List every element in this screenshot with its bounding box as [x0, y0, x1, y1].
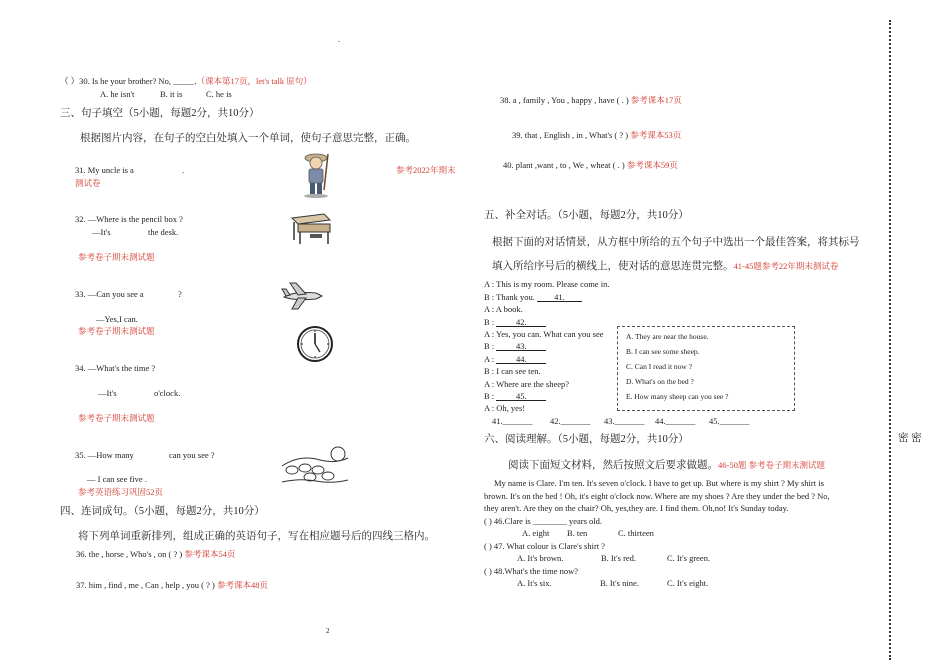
dialog-line-1: A : This is my room. Please come in.: [484, 279, 610, 289]
sec4-instr: 将下列单词重新排列，组成正确的英语句子，写在相应题号后的四线三格内。: [78, 531, 435, 542]
answer-44[interactable]: 44._______: [655, 416, 696, 426]
q35-ref: 参考英语练习巩固52页: [78, 487, 164, 497]
q48-opt-a: A. It's six.: [517, 578, 552, 588]
dialog-line-2-text: B : Thank you.: [484, 292, 535, 302]
q32-line-2a: —It's: [92, 227, 111, 237]
sec5-instr-2: [492, 260, 838, 273]
q30-ref: （课本第17页，let's talk 原句）: [196, 76, 312, 86]
option-a: A. They are near the house.: [626, 332, 709, 341]
sec6-title: 六、阅读理解。（5小题，每题2分，共10分）: [484, 434, 689, 445]
q33-ref: 参考卷子期末测试题: [78, 326, 155, 336]
q34-line-2b: o'clock.: [154, 388, 181, 398]
q30-opt-a: A. he isn't: [100, 89, 135, 99]
blank-41-label: 41.: [554, 292, 565, 302]
q36-text: 36. the , horse , Who's , on ( ? ): [76, 549, 183, 559]
option-e: E. How many sheep can you see ?: [626, 392, 729, 401]
dialog-line-3: A : A book.: [484, 304, 523, 314]
q46-opt-c: C. thirteen: [618, 528, 654, 538]
side-mark: 密 密: [898, 433, 922, 444]
q39: [512, 130, 681, 141]
q46-stem: ( ) 46.Clare is ________ years old.: [484, 516, 603, 526]
q30-stem-text: （ ）30. Is he your brother? No, _____.: [60, 76, 197, 86]
q40-ref: 参考课本59页: [626, 160, 678, 170]
option-c: C. Can I read it now ?: [626, 362, 693, 371]
blank-42[interactable]: [496, 317, 546, 327]
passage-line-1: My name is Clare. I'm ten. It's seven o'clock. I have to get up. But where is my shirt ? My shirt is: [494, 478, 824, 488]
q30-opt-b: B. it is: [160, 89, 183, 99]
q34-line-1: 34. —What's the time ?: [75, 363, 156, 373]
q37-ref: 参考课本48页: [216, 580, 268, 590]
q35-line-2: — I can see five .: [87, 474, 147, 484]
q30-stem: [60, 76, 312, 87]
answer-43[interactable]: 43._______: [604, 416, 645, 426]
q48-stem: ( ) 48.What's the time now?: [484, 566, 579, 576]
q47-opt-c: C. It's green.: [667, 553, 711, 563]
blank-42-label: 42.: [515, 317, 527, 327]
blank-44-label: 44.: [515, 354, 527, 364]
q34-ref: 参考卷子期末测试题: [78, 413, 155, 423]
q39-ref: 参考课本53页: [630, 130, 682, 140]
sec6-ref: 46-50题 参考卷子期末测试题: [718, 460, 825, 470]
sec4-title: 四、连词成句。（5小题，每题2分，共10分）: [60, 506, 265, 517]
farmer-image: [296, 150, 336, 198]
q35-line-1b: can you see ?: [169, 450, 215, 460]
option-b: B. I can see some sheep.: [626, 347, 700, 356]
dialog-line-8: B : I can see ten.: [484, 366, 541, 376]
blank-45[interactable]: [496, 391, 546, 401]
blank-41[interactable]: [537, 292, 582, 302]
q30-opt-c: C. he is: [206, 89, 232, 99]
passage-line-2: brown. It's on the bed ! Oh, it's eight o'clock now. Where are my shoes ? Are they under the bed ? No,: [484, 491, 830, 501]
q31-text: 31. My uncle is a: [75, 165, 134, 175]
blank-43[interactable]: [496, 341, 546, 351]
q36: [76, 549, 235, 560]
q46-opt-a: A. eight: [522, 528, 550, 538]
q31-ref-2: 测试卷: [75, 178, 101, 188]
q40-text: 40. plant ,want , to , We , wheat ( . ): [503, 160, 625, 170]
q37: [76, 580, 268, 591]
q31-dot: .: [182, 165, 185, 175]
clock-image: [296, 325, 334, 363]
dialog-line-6-text: B :: [484, 341, 495, 351]
options-box: [617, 326, 795, 411]
q40: [503, 160, 678, 171]
sec5-instr-1: 根据下面的对话情景，从方框中所给的五个句子中选出一个最佳答案，将其标号: [492, 237, 860, 248]
blank-45-label: 45.: [515, 391, 527, 401]
dialog-line-4: [484, 317, 546, 328]
dialog-line-11: A : Oh, yes!: [484, 403, 526, 413]
sec5-ref: 41-45题参考22年期末测试卷: [733, 261, 839, 271]
passage-line-3: they aren't. Are they on the chair? Oh, yes,they are. I find them. Oh,no! It's Sunday today.: [484, 503, 789, 513]
q31-ref-1: 参考2022年期末: [396, 165, 456, 175]
q32-line-1: 32. —Where is the pencil box ?: [75, 214, 183, 224]
q47-opt-b: B. It's red.: [601, 553, 637, 563]
sheep-image: [280, 444, 350, 486]
q35-line-1a: 35. —How many: [75, 450, 134, 460]
q47-stem: ( ) 47. What colour is Clare's shirt ?: [484, 541, 606, 551]
sec6-instr-text: 阅读下面短文材料，然后按照文后要求做题。: [508, 460, 718, 471]
sec5-title: 五、补全对话。（5小题，每题2分，共10分）: [484, 210, 689, 221]
q33-line-2: —Yes,I can.: [96, 314, 138, 324]
q38-ref: 参考课本17页: [630, 95, 682, 105]
q33-line-1b: ?: [178, 289, 182, 299]
q32-ref: 参考卷子期末测试题: [78, 252, 155, 262]
sec5-instr-2-text: 填入所给序号后的横线上，使对话的意思连贯完整。: [492, 261, 734, 272]
dialog-line-10: [484, 391, 546, 402]
q33-line-1a: 33. —Can you see a: [75, 289, 144, 299]
plane-image: [280, 281, 324, 311]
sec6-instr: [508, 459, 825, 472]
q48-opt-b: B. It's nine.: [600, 578, 639, 588]
answer-41[interactable]: 41._______: [492, 416, 533, 426]
blank-44[interactable]: [496, 354, 546, 364]
desk-image: [288, 210, 332, 246]
q32-line-2b: the desk.: [148, 227, 179, 237]
dialog-line-2: [484, 292, 582, 303]
q37-text: 37. him , find , me , Can , help , you ( ? ): [76, 580, 215, 590]
answer-42[interactable]: 42._______: [550, 416, 591, 426]
sec3-instr: 根据图片内容，在句子的空白处填入一个单词，使句子意思完整，正确。: [80, 133, 416, 144]
q39-text: 39. that , English , in , What's ( ? ): [512, 130, 629, 140]
answer-45[interactable]: 45._______: [709, 416, 750, 426]
q38-text: 38. a , family , You , happy , have ( . ): [500, 95, 629, 105]
dialog-line-9: A : Where are the sheep?: [484, 379, 570, 389]
dialog-line-7: [484, 354, 546, 365]
q47-opt-a: A. It's brown.: [517, 553, 564, 563]
dialog-line-7-text: A :: [484, 354, 495, 364]
dialog-line-4-text: B :: [484, 317, 495, 327]
dialog-line-10-text: B :: [484, 391, 495, 401]
q36-ref: 参考课本54页: [184, 549, 236, 559]
dialog-line-5: A : Yes, you can. What can you see: [484, 329, 604, 339]
q48-opt-c: C. It's eight.: [667, 578, 709, 588]
sec3-title: 三、句子填空（5小题，每题2分，共10分）: [60, 108, 260, 119]
q46-opt-b: B. ten: [567, 528, 588, 538]
page-number: 2: [326, 627, 330, 635]
q38: [500, 95, 682, 106]
top-dot: .: [338, 34, 341, 44]
blank-43-label: 43.: [515, 341, 527, 351]
option-d: D. What's on the bed ?: [626, 377, 694, 386]
q34-line-2a: —It's: [98, 388, 117, 398]
dialog-line-6: [484, 341, 546, 352]
binding-line: [889, 20, 891, 660]
